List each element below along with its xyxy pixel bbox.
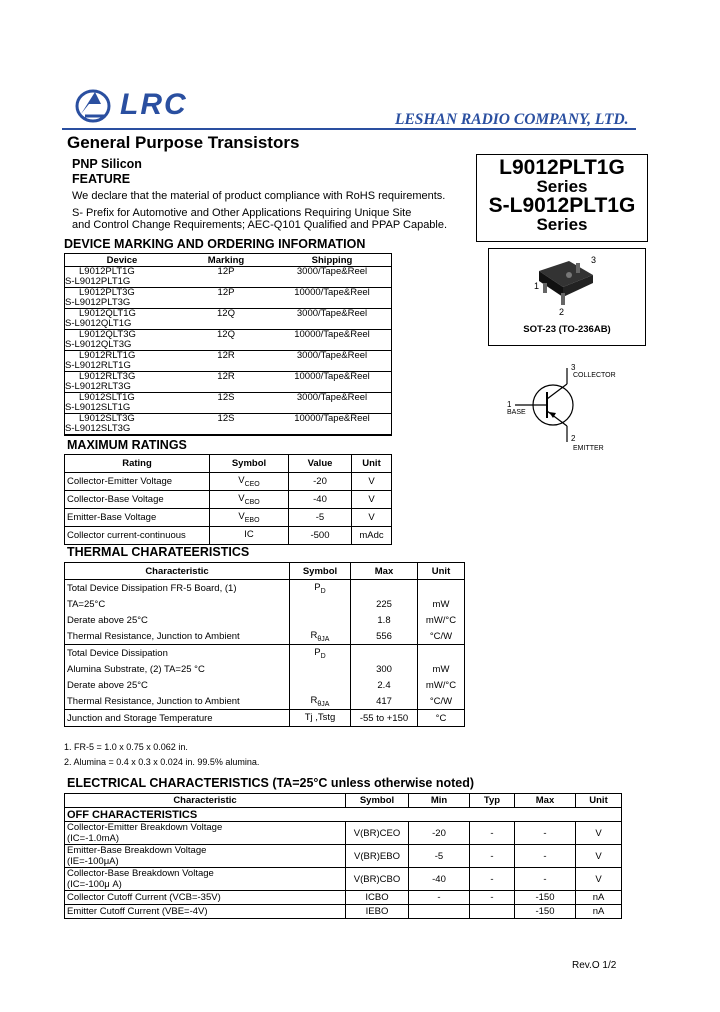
symbol-cell	[210, 527, 289, 545]
marking-cell: 12Q	[217, 329, 235, 340]
emitter-label: EMITTER	[573, 445, 604, 452]
max-ratings-table	[64, 454, 392, 545]
max-cell: -150	[515, 891, 576, 905]
pin-3-label: 3	[591, 255, 597, 265]
symbol-cell	[290, 612, 351, 628]
off-characteristics-label: OFF CHARACTERISTICS	[65, 808, 622, 822]
min-cell: -5	[409, 845, 470, 868]
device-cell: S-L9012PLT1G	[65, 276, 131, 287]
base-pin: 1	[507, 400, 512, 409]
device-cell: L9012RLT3G	[79, 371, 136, 382]
table-row	[65, 628, 465, 645]
symbol-subscript: θJA	[317, 635, 330, 643]
part-series-s: Series	[536, 215, 588, 234]
condition-line: (IE=-100μA)	[67, 856, 119, 867]
unit-cell: V	[576, 868, 622, 891]
marking-cell: 12P	[217, 266, 235, 277]
table-row	[65, 473, 392, 491]
symbol-text: R	[310, 629, 318, 641]
marking-cell: 12S	[217, 413, 235, 424]
symbol-cell	[290, 710, 351, 727]
characteristic-cell	[65, 845, 346, 868]
characteristic-cell	[65, 891, 346, 905]
symbol-text: P	[314, 581, 321, 593]
max-cell: 556	[351, 628, 418, 645]
shipping-cell	[273, 361, 391, 372]
min-cell: -20	[409, 822, 470, 845]
shipping-cell: 10000/Tape&Reel	[294, 371, 370, 382]
device-cell: L9012SLT3G	[79, 413, 135, 424]
symbol-text: V	[238, 493, 245, 505]
device-cell: S-L9012RLT1G	[65, 360, 131, 371]
device-cell: L9012QLT1G	[79, 308, 136, 319]
device-cell: L9012RLT1G	[79, 350, 136, 361]
condition-line: (IC=-100μ A)	[67, 879, 122, 890]
marking-cell: 12R	[217, 371, 235, 382]
marking-cell: 12S	[217, 392, 235, 403]
characteristic-line: Emitter-Base Breakdown Voltage	[67, 845, 207, 856]
min-cell	[409, 905, 470, 919]
subtitle: PNP Silicon	[72, 157, 142, 171]
device-cell: L9012PLT1G	[79, 266, 135, 277]
col-device: Device	[106, 254, 138, 266]
characteristic-cell	[65, 905, 346, 919]
sot23-package-icon	[489, 249, 645, 319]
shipping-cell	[273, 298, 391, 309]
marking-cell: 12P	[217, 287, 235, 298]
unit-cell: nA	[576, 905, 622, 919]
symbol-cell	[290, 645, 351, 662]
shipping-cell	[273, 319, 391, 330]
symbol-cell	[210, 473, 289, 491]
lrc-logo-icon	[75, 86, 115, 124]
company-logo	[75, 86, 205, 124]
value-cell: -40	[289, 491, 352, 509]
unit-cell: V	[352, 509, 392, 527]
package-box	[488, 248, 646, 346]
value-cell: -5	[289, 509, 352, 527]
symbol-text: V	[238, 475, 245, 487]
table-row	[65, 424, 391, 435]
shipping-cell: 3000/Tape&Reel	[296, 350, 368, 361]
characteristic-cell	[65, 822, 346, 845]
thermal-table	[64, 562, 465, 727]
unit-cell: mW/°C	[418, 612, 465, 628]
device-cell: L9012QLT3G	[79, 329, 136, 340]
shipping-cell	[273, 277, 391, 288]
marking-cell	[179, 424, 273, 435]
symbol-cell	[290, 693, 351, 710]
unit-cell: mW	[418, 596, 465, 612]
shipping-cell: 3000/Tape&Reel	[296, 392, 368, 403]
table-row	[65, 509, 392, 527]
characteristic-cell: Derate above 25°C	[65, 677, 290, 693]
shipping-cell	[273, 382, 391, 393]
unit-cell: mW/°C	[418, 677, 465, 693]
characteristic-cell: Alumina Substrate, (2) TA=25 °C	[65, 661, 290, 677]
table-row	[65, 319, 391, 330]
characteristic-cell: Junction and Storage Temperature	[65, 710, 290, 727]
col-marking: Marking	[207, 254, 245, 266]
package-label: SOT-23 (TO-236AB)	[523, 324, 611, 335]
electrical-table	[64, 793, 622, 919]
max-cell: 1.8	[351, 612, 418, 628]
thermal-heading: THERMAL CHARATEERISTICS	[67, 545, 250, 559]
col-symbol: Symbol	[290, 563, 351, 580]
max-ratings-heading: MAXIMUM RATINGS	[67, 438, 187, 452]
marking-cell	[179, 298, 273, 309]
table-row	[65, 822, 622, 845]
unit-cell: V	[576, 822, 622, 845]
shipping-cell	[273, 424, 391, 435]
unit-cell	[418, 580, 465, 597]
ordering-table	[64, 253, 392, 436]
col-value: Value	[289, 455, 352, 473]
symbol-text: R	[310, 694, 318, 706]
col-max: Max	[351, 563, 418, 580]
shipping-cell: 10000/Tape&Reel	[294, 329, 370, 340]
symbol-subscript: θJA	[317, 700, 330, 708]
shipping-cell: 3000/Tape&Reel	[296, 308, 368, 319]
symbol-cell	[290, 628, 351, 645]
ordering-heading: DEVICE MARKING AND ORDERING INFORMATION	[64, 237, 366, 251]
device-cell: S-L9012QLT3G	[65, 339, 132, 350]
characteristic-line: Collector Cutoff Current (VCB=-35V)	[67, 892, 221, 903]
symbol-cell: IEBO	[346, 905, 409, 919]
pin-1-label: 1	[534, 281, 540, 291]
marking-cell	[179, 277, 273, 288]
typ-cell: -	[470, 891, 515, 905]
col-rating: Rating	[65, 455, 210, 473]
header-divider	[62, 128, 636, 130]
col-characteristic: Characteristic	[65, 563, 290, 580]
marking-cell	[179, 403, 273, 414]
characteristic-cell: TA=25°C	[65, 596, 290, 612]
table-row	[65, 661, 465, 677]
marking-cell	[179, 382, 273, 393]
shipping-cell: 10000/Tape&Reel	[294, 413, 370, 424]
unit-cell: V	[576, 845, 622, 868]
typ-cell: -	[470, 845, 515, 868]
characteristic-cell: Derate above 25°C	[65, 612, 290, 628]
symbol-cell	[210, 491, 289, 509]
unit-cell: nA	[576, 891, 622, 905]
unit-cell: V	[352, 491, 392, 509]
unit-cell: °C/W	[418, 628, 465, 645]
characteristic-line: Emitter Cutoff Current (VBE=-4V)	[67, 906, 208, 917]
pin-2-label: 2	[559, 307, 565, 317]
max-cell: -	[515, 868, 576, 891]
symbol-cell	[290, 677, 351, 693]
marking-cell	[179, 361, 273, 372]
max-cell: 2.4	[351, 677, 418, 693]
shipping-cell: 3000/Tape&Reel	[296, 266, 368, 277]
device-cell: S-L9012RLT3G	[65, 381, 131, 392]
max-cell: 300	[351, 661, 418, 677]
marking-cell	[179, 319, 273, 330]
symbol-subscript: D	[320, 652, 326, 660]
col-min: Min	[409, 794, 470, 808]
symbol-cell: V(BR)EBO	[346, 845, 409, 868]
table-row	[65, 868, 622, 891]
table-row	[65, 677, 465, 693]
part-series: Series	[536, 177, 588, 196]
col-unit: Unit	[418, 563, 465, 580]
device-cell: S-L9012SLT1G	[65, 402, 131, 413]
max-cell: -	[515, 845, 576, 868]
col-max: Max	[515, 794, 576, 808]
max-cell: -	[515, 822, 576, 845]
col-characteristic: Characteristic	[65, 794, 346, 808]
condition-line: (IC=-1.0mA)	[67, 833, 119, 844]
unit-cell: V	[352, 473, 392, 491]
characteristic-line: Collector-Base Breakdown Voltage	[67, 868, 214, 879]
shipping-cell	[273, 403, 391, 414]
col-unit: Unit	[352, 455, 392, 473]
characteristic-cell: Thermal Resistance, Junction to Ambient	[65, 693, 290, 710]
symbol-subscript: CEO	[244, 480, 260, 488]
part-number: L9012PLT1G	[499, 156, 625, 179]
col-symbol: Symbol	[346, 794, 409, 808]
company-name: LESHAN RADIO COMPANY, LTD.	[395, 111, 629, 128]
footnote-2: 2. Alumina = 0.4 x 0.3 x 0.024 in. 99.5% alumina.	[64, 757, 260, 767]
symbol-text: V	[238, 511, 245, 523]
symbol-cell	[290, 580, 351, 597]
max-cell: -150	[515, 905, 576, 919]
table-row	[65, 491, 392, 509]
table-row	[65, 403, 391, 414]
table-row	[65, 693, 465, 710]
part-number-s: S-L9012PLT1G	[488, 194, 636, 217]
marking-cell	[179, 340, 273, 351]
feature-line: S- Prefix for Automotive and Other Applications Requiring Unique Site	[72, 207, 412, 219]
feature-heading: FEATURE	[72, 172, 131, 186]
col-unit: Unit	[576, 794, 622, 808]
symbol-cell: V(BR)CBO	[346, 868, 409, 891]
table-row	[65, 361, 391, 372]
max-cell	[351, 645, 418, 662]
table-row	[65, 277, 391, 288]
logo-text: LRC	[120, 88, 188, 121]
part-number-box	[476, 154, 648, 242]
collector-pin: 3	[571, 363, 576, 372]
unit-cell: mW	[418, 661, 465, 677]
symbol-cell	[210, 509, 289, 527]
min-cell: -	[409, 891, 470, 905]
unit-cell: °C	[418, 710, 465, 727]
device-cell: S-L9012PLT3G	[65, 297, 131, 308]
value-cell: -500	[289, 527, 352, 545]
table-row	[65, 845, 622, 868]
table-row	[65, 527, 392, 545]
electrical-heading: ELECTRICAL CHARACTERISTICS (TA=25°C unless otherwise noted)	[67, 776, 475, 790]
symbol-text: P	[314, 646, 321, 658]
symbol-subscript: D	[320, 587, 326, 595]
rating-cell: Collector-Emitter Voltage	[65, 473, 210, 491]
symbol-text: IC	[244, 529, 254, 541]
typ-cell: -	[470, 868, 515, 891]
typ-cell: -	[470, 822, 515, 845]
revision-footer: Rev.O 1/2	[572, 960, 617, 971]
table-row	[65, 645, 465, 662]
characteristic-cell	[65, 868, 346, 891]
characteristic-line: Collector-Emitter Breakdown Voltage	[67, 822, 223, 833]
max-cell	[351, 580, 418, 597]
rating-cell: Emitter-Base Voltage	[65, 509, 210, 527]
col-symbol: Symbol	[210, 455, 289, 473]
feature-line: and Control Change Requirements; AEC-Q101 Qualified and PPAP Capable.	[72, 219, 448, 231]
table-row	[65, 340, 391, 351]
shipping-cell	[273, 340, 391, 351]
table-row	[65, 596, 465, 612]
characteristic-cell: Total Device Dissipation FR-5 Board, (1)	[65, 580, 290, 597]
transistor-schematic	[505, 362, 635, 454]
marking-cell: 12Q	[217, 308, 235, 319]
unit-cell	[418, 645, 465, 662]
table-row	[65, 580, 465, 597]
table-row	[65, 382, 391, 393]
col-typ: Typ	[470, 794, 515, 808]
typ-cell	[470, 905, 515, 919]
table-row	[65, 891, 622, 905]
characteristic-cell: Total Device Dissipation	[65, 645, 290, 662]
symbol-cell	[290, 661, 351, 677]
device-cell: S-L9012SLT3G	[65, 423, 131, 434]
device-cell: S-L9012QLT1G	[65, 318, 132, 329]
value-cell: -20	[289, 473, 352, 491]
min-cell: -40	[409, 868, 470, 891]
unit-cell: mAdc	[352, 527, 392, 545]
device-cell: L9012SLT1G	[79, 392, 135, 403]
page-title: General Purpose Transistors	[67, 133, 300, 152]
symbol-subscript: EBO	[244, 516, 260, 524]
shipping-cell: 10000/Tape&Reel	[294, 287, 370, 298]
rating-cell: Collector current-continuous	[65, 527, 210, 545]
collector-label: COLLECTOR	[573, 372, 616, 379]
symbol-cell: V(BR)CEO	[346, 822, 409, 845]
max-cell: 225	[351, 596, 418, 612]
symbol-cell	[290, 596, 351, 612]
device-cell: L9012PLT3G	[79, 287, 135, 298]
table-row	[65, 710, 465, 727]
col-shipping: Shipping	[311, 254, 353, 266]
table-row	[65, 298, 391, 309]
table-row	[65, 612, 465, 628]
feature-line: We declare that the material of product compliance with RoHS requirements.	[72, 190, 446, 202]
footnote-1: 1. FR-5 = 1.0 x 0.75 x 0.062 in.	[64, 742, 188, 752]
symbol-subscript: CBO	[244, 498, 260, 506]
rating-cell: Collector-Base Voltage	[65, 491, 210, 509]
table-row	[65, 905, 622, 919]
base-label: BASE	[507, 409, 526, 416]
unit-cell: °C/W	[418, 693, 465, 710]
symbol-text: Tj ,Tstg	[304, 711, 336, 723]
characteristic-cell: Thermal Resistance, Junction to Ambient	[65, 628, 290, 645]
symbol-cell: ICBO	[346, 891, 409, 905]
marking-cell: 12R	[217, 350, 235, 361]
emitter-pin: 2	[571, 434, 576, 443]
max-cell: 417	[351, 693, 418, 710]
max-cell: -55 to +150	[351, 710, 418, 727]
